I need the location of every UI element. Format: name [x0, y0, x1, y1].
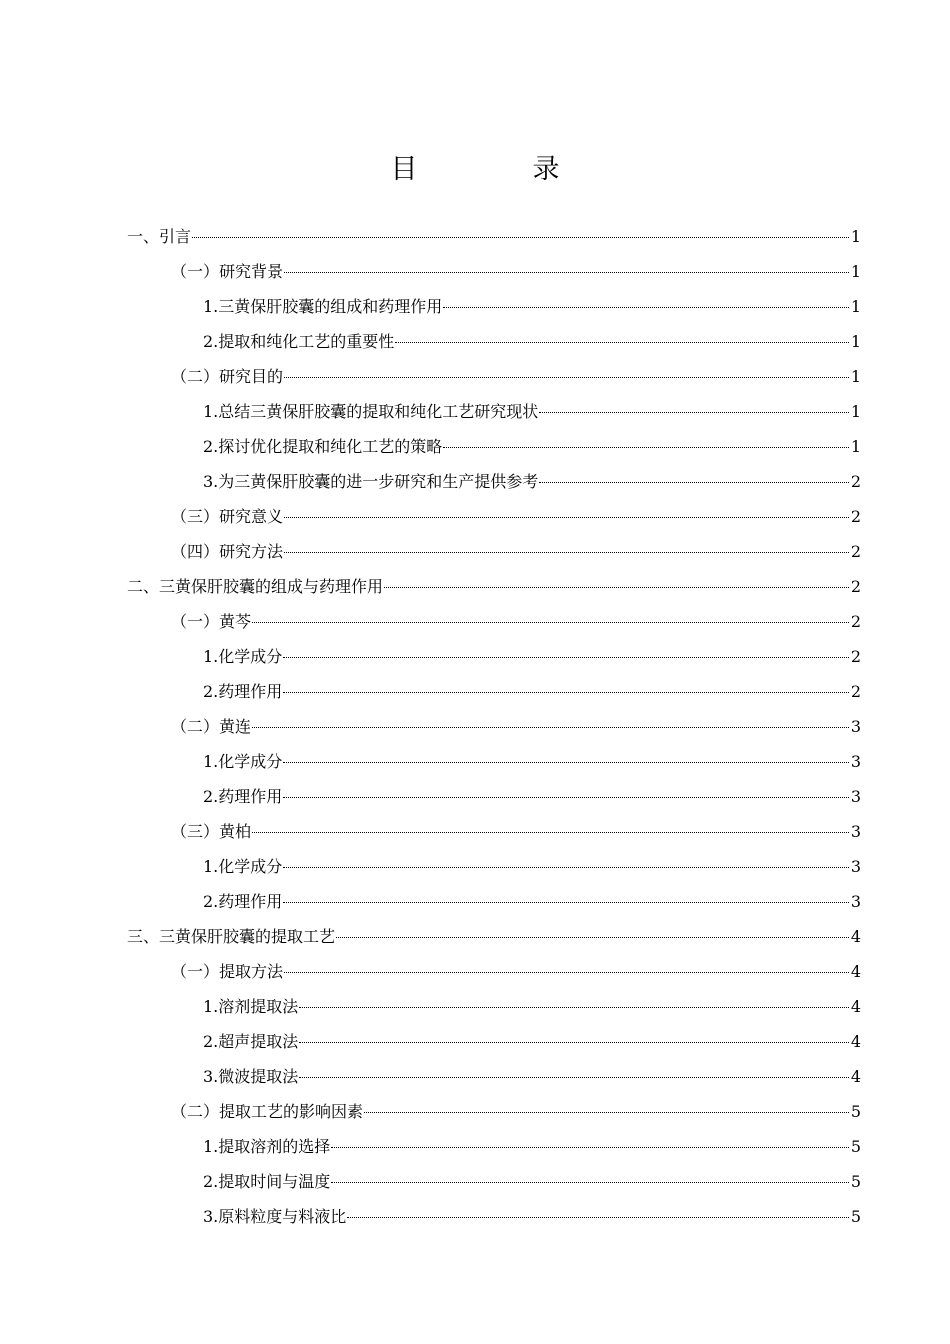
toc-dot-leader — [283, 762, 849, 763]
toc-dot-leader — [299, 1077, 849, 1078]
toc-entry-text: 3.微波提取法 — [203, 1067, 299, 1086]
toc-page-number: 3 — [850, 857, 861, 876]
toc-dot-leader — [283, 867, 849, 868]
toc-entry[interactable] — [127, 744, 861, 779]
toc-dot-leader — [443, 307, 849, 308]
toc-entry[interactable] — [127, 919, 861, 954]
toc-page-number: 4 — [850, 962, 861, 981]
toc-page-number: 5 — [850, 1102, 861, 1121]
toc-dot-leader — [283, 797, 849, 798]
toc-dot-leader — [299, 1007, 849, 1008]
toc-entry[interactable] — [127, 219, 861, 254]
toc-entry-text: 1.化学成分 — [203, 752, 283, 771]
toc-entry[interactable] — [127, 499, 861, 534]
toc-dot-leader — [283, 692, 849, 693]
toc-page-number: 3 — [850, 822, 861, 841]
toc-dot-leader — [539, 482, 849, 483]
toc-entry[interactable] — [127, 674, 861, 709]
toc-dot-leader — [364, 1112, 849, 1113]
toc-entry[interactable] — [127, 814, 861, 849]
toc-page-number: 4 — [850, 1067, 861, 1086]
toc-entry-text: （三）研究意义 — [171, 507, 284, 526]
toc-entry[interactable] — [127, 359, 861, 394]
toc-page-number: 2 — [850, 577, 861, 596]
toc-dot-leader — [347, 1217, 849, 1218]
toc-dot-leader — [443, 447, 849, 448]
toc-entry-text: 2.探讨优化提取和纯化工艺的策略 — [203, 437, 443, 456]
toc-list — [127, 219, 861, 1234]
toc-entry[interactable] — [127, 1094, 861, 1129]
toc-dot-leader — [336, 937, 849, 938]
toc-entry-text: 二、三黄保肝胶囊的组成与药理作用 — [127, 577, 384, 596]
toc-entry-text: （二）提取工艺的影响因素 — [171, 1102, 364, 1121]
toc-entry[interactable] — [127, 464, 861, 499]
toc-dot-leader — [331, 1147, 849, 1148]
toc-page-number: 2 — [850, 542, 861, 561]
toc-entry-text: （二）黄连 — [171, 717, 252, 736]
toc-dot-leader — [284, 272, 849, 273]
toc-entry-text: 3.为三黄保肝胶囊的进一步研究和生产提供参考 — [203, 472, 539, 491]
toc-entry-text: 2.超声提取法 — [203, 1032, 299, 1051]
toc-page-number: 3 — [850, 752, 861, 771]
toc-dot-leader — [331, 1182, 849, 1183]
toc-page-number: 1 — [850, 262, 861, 281]
toc-page-number: 3 — [850, 787, 861, 806]
toc-entry-text: （二）研究目的 — [171, 367, 284, 386]
toc-entry-text: 2.药理作用 — [203, 787, 283, 806]
toc-entry-text: 三、三黄保肝胶囊的提取工艺 — [127, 927, 336, 946]
toc-entry[interactable] — [127, 954, 861, 989]
toc-page-number: 1 — [850, 402, 861, 421]
toc-entry-text: 2.药理作用 — [203, 892, 283, 911]
toc-entry-text: 1.三黄保肝胶囊的组成和药理作用 — [203, 297, 443, 316]
toc-entry-text: （一）研究背景 — [171, 262, 284, 281]
toc-entry[interactable] — [127, 639, 861, 674]
toc-entry[interactable] — [127, 254, 861, 289]
toc-entry-text: （四）研究方法 — [171, 542, 284, 561]
toc-page-number: 1 — [850, 437, 861, 456]
toc-dot-leader — [284, 517, 849, 518]
toc-page-number: 1 — [850, 297, 861, 316]
toc-page-number: 4 — [850, 1032, 861, 1051]
toc-entry[interactable] — [127, 1129, 861, 1164]
toc-entry-text: 1.提取溶剂的选择 — [203, 1137, 331, 1156]
toc-entry[interactable] — [127, 1199, 861, 1234]
toc-page-number: 5 — [850, 1172, 861, 1191]
toc-page-number: 2 — [850, 612, 861, 631]
toc-entry[interactable] — [127, 1059, 861, 1094]
toc-entry[interactable] — [127, 429, 861, 464]
toc-entry-text: 2.提取时间与温度 — [203, 1172, 331, 1191]
toc-entry[interactable] — [127, 394, 861, 429]
toc-dot-leader — [395, 342, 849, 343]
toc-entry-text: 3.原料粒度与料液比 — [203, 1207, 347, 1226]
toc-page-number: 5 — [850, 1207, 861, 1226]
toc-page-number: 1 — [850, 332, 861, 351]
toc-entry-text: 1.溶剂提取法 — [203, 997, 299, 1016]
toc-dot-leader — [283, 657, 849, 658]
toc-dot-leader — [284, 972, 849, 973]
toc-entry[interactable] — [127, 989, 861, 1024]
toc-entry-text: 2.药理作用 — [203, 682, 283, 701]
toc-entry[interactable] — [127, 849, 861, 884]
toc-entry[interactable] — [127, 1024, 861, 1059]
toc-entry-text: （三）黄柏 — [171, 822, 252, 841]
toc-page-number: 3 — [850, 892, 861, 911]
toc-entry[interactable] — [127, 709, 861, 744]
toc-entry[interactable] — [127, 324, 861, 359]
toc-dot-leader — [252, 622, 849, 623]
toc-entry-text: 1.化学成分 — [203, 647, 283, 666]
toc-entry[interactable] — [127, 1164, 861, 1199]
toc-page-number: 2 — [850, 682, 861, 701]
toc-page-number: 2 — [850, 647, 861, 666]
toc-dot-leader — [284, 377, 849, 378]
toc-entry[interactable] — [127, 884, 861, 919]
toc-page-number: 5 — [850, 1137, 861, 1156]
toc-entry[interactable] — [127, 534, 861, 569]
toc-entry-text: 1.化学成分 — [203, 857, 283, 876]
toc-dot-leader — [283, 902, 849, 903]
toc-dot-leader — [384, 587, 849, 588]
toc-dot-leader — [252, 727, 849, 728]
toc-page-number: 2 — [850, 472, 861, 491]
toc-dot-leader — [252, 832, 849, 833]
toc-title: 目 录 — [390, 154, 604, 185]
toc-page-number: 4 — [850, 927, 861, 946]
toc-page-number: 1 — [850, 227, 861, 246]
toc-entry[interactable] — [127, 779, 861, 814]
toc-page-number: 1 — [850, 367, 861, 386]
toc-dot-leader — [192, 237, 849, 238]
toc-entry-text: （一）提取方法 — [171, 962, 284, 981]
toc-dot-leader — [284, 552, 849, 553]
toc-page-number: 2 — [850, 507, 861, 526]
toc-entry[interactable] — [127, 569, 861, 604]
toc-entry-text: （一）黄芩 — [171, 612, 252, 631]
toc-entry-text: 一、引言 — [127, 227, 192, 246]
toc-dot-leader — [539, 412, 849, 413]
toc-entry-text: 2.提取和纯化工艺的重要性 — [203, 332, 395, 351]
toc-dot-leader — [299, 1042, 849, 1043]
toc-page-number: 3 — [850, 717, 861, 736]
toc-entry[interactable] — [127, 604, 861, 639]
toc-entry[interactable] — [127, 289, 861, 324]
toc-page-number: 4 — [850, 997, 861, 1016]
toc-entry-text: 1.总结三黄保肝胶囊的提取和纯化工艺研究现状 — [203, 402, 539, 421]
